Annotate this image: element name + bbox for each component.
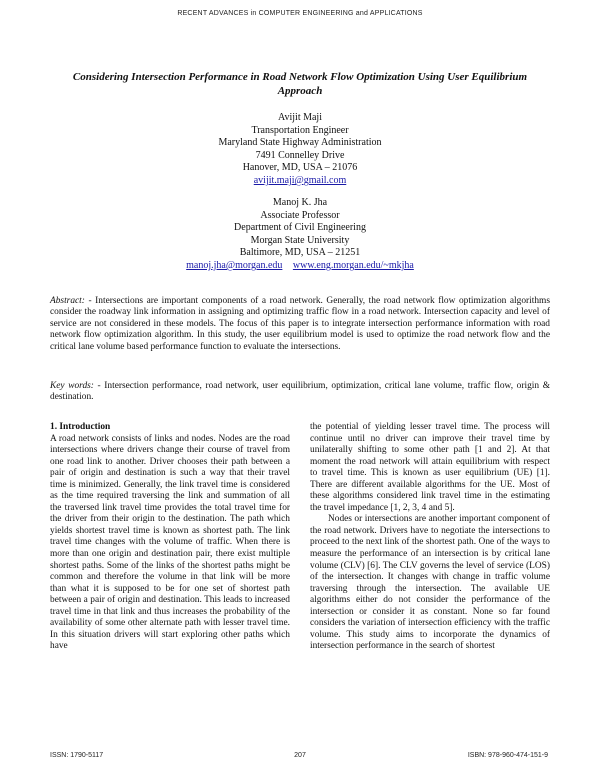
keywords-label: Key words: [50,381,94,391]
abstract [50,296,550,353]
column-right [310,422,550,653]
author-city: Baltimore, MD, USA – 21251 [239,247,361,259]
paper-title: Considering Intersection Performance in Road Network Flow Optimization Using User Equilibrium Approach [72,71,528,97]
author-position: Associate Professor [260,209,340,221]
author-organization: Morgan State University [250,234,350,246]
author-city: Hanover, MD, USA – 21076 [242,162,358,174]
author-organization: Maryland State Highway Administration [218,137,382,149]
body-paragraph: the potential of yielding lesser travel time. The process will continue until no driver can improve their travel time by unilaterally shifting to some other path [1 and 2]. At that moment the road network will attain equilibrium with respect to travel time. This is known as user equilibrium (UE) [1]. There are different available algorithms for the UE. Most of these algorithms considered link travel time in the estimating the travel impedance [1, 2, 3, 4 and 5]. [310,422,550,513]
author-name: Avijit Maji [278,112,322,123]
author-street: 7491 Connelley Drive [255,149,345,161]
footer-isbn: ISBN: 978-960-474-151-9 [467,752,548,759]
abstract-text: - Intersections are important components of a road network. Generally, the road network flow optimization algorithms consider the roadway link information in assigning and optimizing traffic flow in a road network. Intersection capacity and level of service are not considered in these models. The focus of this paper is to integrate intersection performance information with road network flow optimization algorithm. In this study, the user equilibrium model is used to optimize the road network flow and the critical lane volume based performance function to evaluate the intersections. [50,296,550,352]
author-email-link[interactable]: manoj.jha@morgan.edu [186,259,283,271]
footer-issn: ISSN: 1790-5117 [50,752,104,759]
column-left [50,422,290,653]
section-heading: 1. Introduction [50,422,111,432]
keywords-text: - Intersection performance, road network, user equilibrium, optimization, critical lane volume, traffic flow, origin & destination. [50,381,550,403]
author-name: Manoj K. Jha [272,197,328,208]
author-position: Transportation Engineer [251,124,349,136]
body-paragraph: A road network consists of links and nodes. Nodes are the road intersections where drivers change their course of travel from one road link to another. Driver chooses their path between a pair of origin and destination is such a way that their travel time is minimized. Generally, the link travel time is considered as the time required traversing the link and summation of all the traversed link travel time provides the total travel time for the driver from their origin to the destination. The path which yields shortest travel time is known as shortest path. The link travel time changes with the volume of traffic. When there is more than one origin and destination pair, there exist multiple shortest paths. Some of the links of the shortest paths might be common and therefore the volume in that link will be more than what it is supposed to be for one set of shortest path between a pair of origin and destination. This leads to increased travel time in that link and thus increases the probability of the availability of some other alternate path with lesser travel time. In this situation drivers will start exploring other paths which have [50,433,290,652]
footer-page-number: 207 [294,752,306,759]
author-block-2 [100,197,500,273]
keywords [50,381,550,404]
body-paragraph: Nodes or intersections are another important component of the road network. Drivers have to negotiate the intersections to proceed to the next link of the shortest path. One of the ways to measure the performance of an intersection is by critical lane volume (CLV) [6]. The CLV governs the level of service (LOS) of the intersection. It changes with change in traffic volume traversing through the intersection. The available UE algorithms either do not consider the performance of the intersection or consider it as constant. None so far found considers the variation of intersection efficiency with the traffic volume. This study aims to incorporate the dynamics of intersection performance in the search of shortest [310,514,550,652]
author-website-link[interactable]: www.eng.morgan.edu/~mkjha [292,259,414,271]
author-department: Department of Civil Engineering [234,222,366,234]
abstract-label: Abstract: [50,296,85,306]
running-head: RECENT ADVANCES in COMPUTER ENGINEERING and APPLICATIONS [177,10,423,17]
author-block-1 [100,112,500,188]
author-email-link[interactable]: avijit.maji@gmail.com [253,174,347,186]
